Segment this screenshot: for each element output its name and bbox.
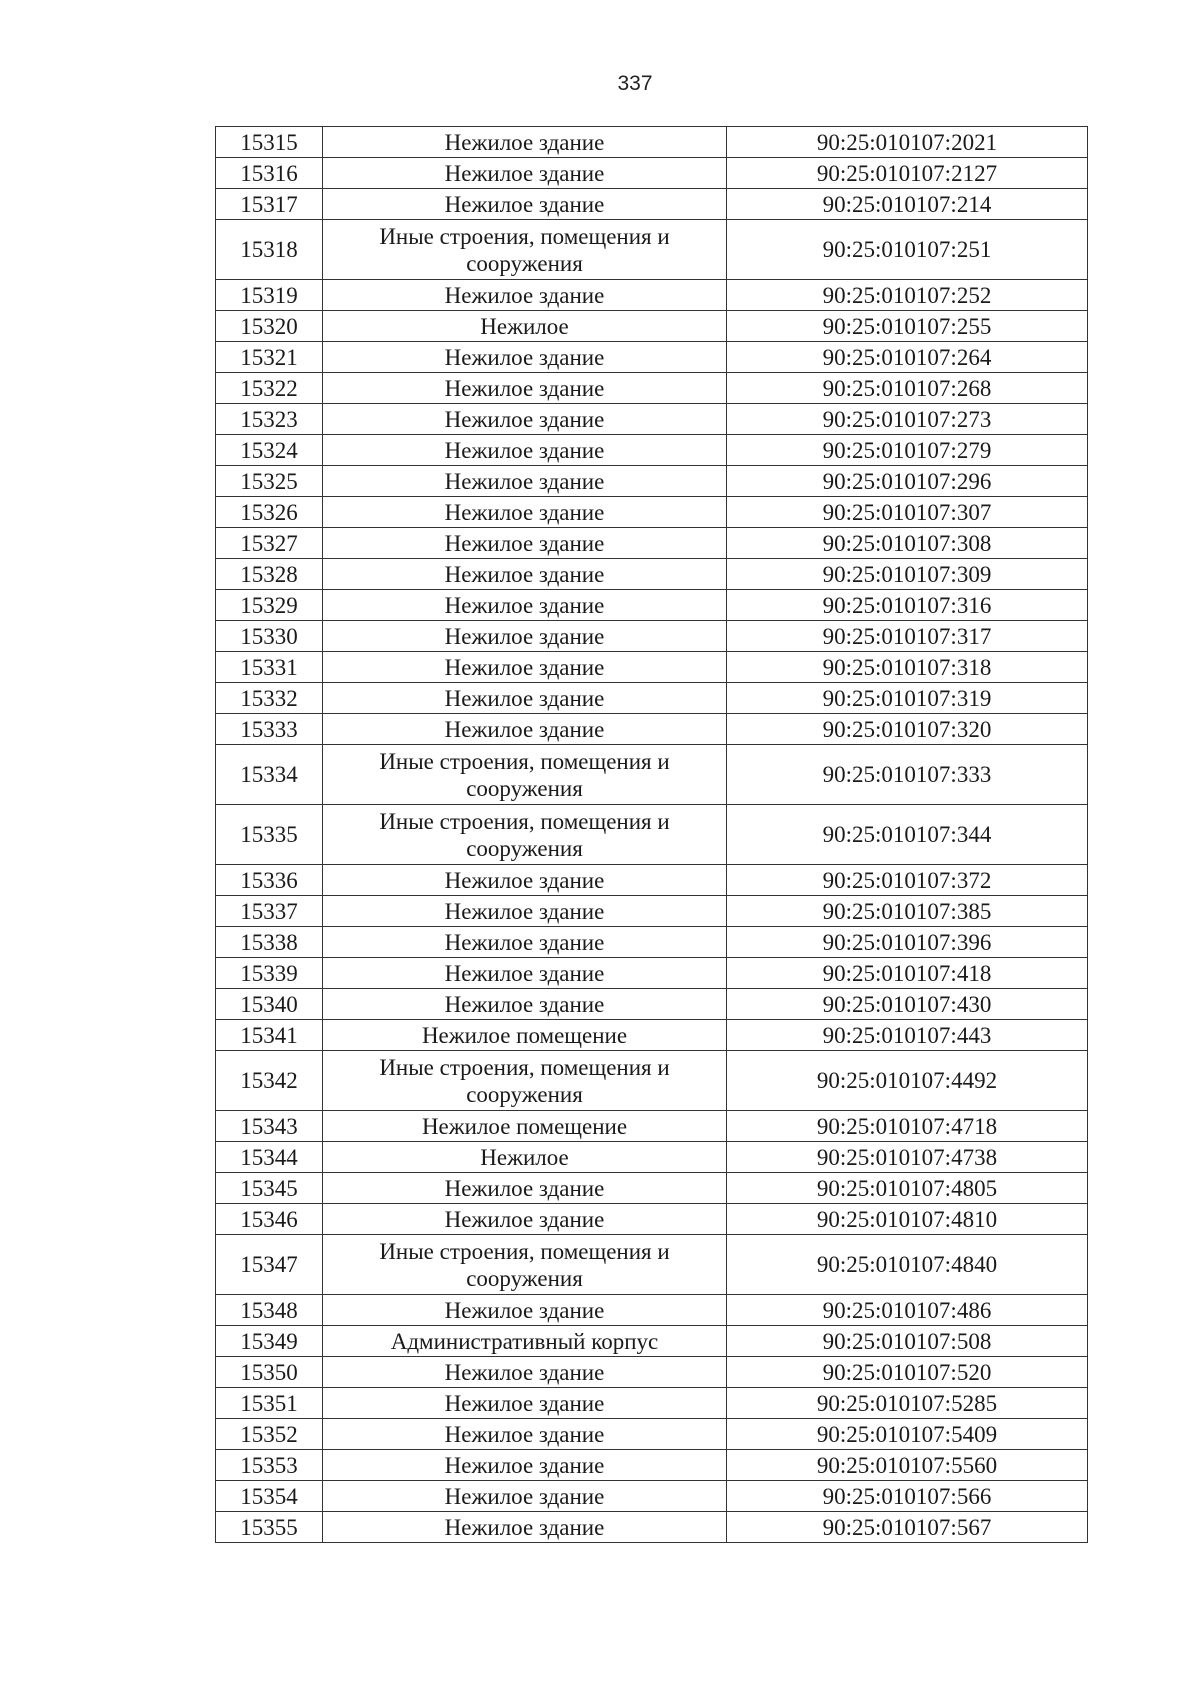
cadastral-number: 90:25:010107:273	[727, 404, 1088, 435]
table-row	[216, 958, 1088, 989]
cadastral-number: 90:25:010107:430	[727, 989, 1088, 1020]
table-row	[216, 1142, 1088, 1173]
row-number: 15337	[216, 896, 323, 927]
table-row	[216, 1295, 1088, 1326]
row-number: 15351	[216, 1388, 323, 1419]
cadastral-number: 90:25:010107:5409	[727, 1419, 1088, 1450]
row-number: 15322	[216, 373, 323, 404]
table-row	[216, 1326, 1088, 1357]
object-type: Нежилое здание	[323, 652, 727, 683]
row-number: 15321	[216, 342, 323, 373]
object-type: Нежилое здание	[323, 927, 727, 958]
cadastral-number: 90:25:010107:4810	[727, 1204, 1088, 1235]
object-type: Нежилое здание	[323, 466, 727, 497]
cadastral-number: 90:25:010107:2127	[727, 158, 1088, 189]
row-number: 15354	[216, 1481, 323, 1512]
row-number: 15320	[216, 311, 323, 342]
table-row	[216, 1051, 1088, 1111]
table-row	[216, 220, 1088, 280]
object-type: Нежилое здание	[323, 559, 727, 590]
row-number: 15346	[216, 1204, 323, 1235]
row-number: 15335	[216, 805, 323, 865]
object-type: Нежилое помещение	[323, 1111, 727, 1142]
table-row	[216, 652, 1088, 683]
cadastral-number: 90:25:010107:486	[727, 1295, 1088, 1326]
cadastral-number: 90:25:010107:4805	[727, 1173, 1088, 1204]
cadastral-number: 90:25:010107:317	[727, 621, 1088, 652]
table-row	[216, 497, 1088, 528]
object-type: Нежилое здание	[323, 1295, 727, 1326]
table-row	[216, 805, 1088, 865]
row-number: 15330	[216, 621, 323, 652]
cadastral-number: 90:25:010107:214	[727, 189, 1088, 220]
table-row	[216, 404, 1088, 435]
object-type: Нежилое здание	[323, 1512, 727, 1543]
table-row	[216, 311, 1088, 342]
object-type: Нежилое здание	[323, 1204, 727, 1235]
row-number: 15342	[216, 1051, 323, 1111]
cadastral-number: 90:25:010107:418	[727, 958, 1088, 989]
object-type: Иные строения, помещения и сооружения	[323, 1051, 727, 1111]
cadastral-number: 90:25:010107:385	[727, 896, 1088, 927]
row-number: 15318	[216, 220, 323, 280]
row-number: 15334	[216, 745, 323, 805]
object-type: Нежилое здание	[323, 342, 727, 373]
row-number: 15323	[216, 404, 323, 435]
row-number: 15355	[216, 1512, 323, 1543]
table-row	[216, 1235, 1088, 1295]
table-row	[216, 373, 1088, 404]
table-row	[216, 1481, 1088, 1512]
table-row	[216, 127, 1088, 158]
object-type: Нежилое	[323, 1142, 727, 1173]
table-row	[216, 158, 1088, 189]
object-type: Нежилое	[323, 311, 727, 342]
table-row	[216, 466, 1088, 497]
cadastral-number: 90:25:010107:251	[727, 220, 1088, 280]
object-type: Нежилое здание	[323, 1388, 727, 1419]
cadastral-number: 90:25:010107:5560	[727, 1450, 1088, 1481]
table-row	[216, 528, 1088, 559]
row-number: 15327	[216, 528, 323, 559]
cadastral-number: 90:25:010107:520	[727, 1357, 1088, 1388]
cadastral-number: 90:25:010107:567	[727, 1512, 1088, 1543]
row-number: 15328	[216, 559, 323, 590]
object-type: Нежилое здание	[323, 958, 727, 989]
row-number: 15332	[216, 683, 323, 714]
row-number: 15315	[216, 127, 323, 158]
row-number: 15350	[216, 1357, 323, 1388]
cadastral-number: 90:25:010107:318	[727, 652, 1088, 683]
object-type: Нежилое здание	[323, 1357, 727, 1388]
table-row	[216, 1173, 1088, 1204]
table-row	[216, 1204, 1088, 1235]
object-type: Нежилое здание	[323, 1481, 727, 1512]
cadastral-number: 90:25:010107:566	[727, 1481, 1088, 1512]
table-row	[216, 280, 1088, 311]
object-type: Нежилое здание	[323, 590, 727, 621]
cadastral-number: 90:25:010107:296	[727, 466, 1088, 497]
cadastral-number: 90:25:010107:2021	[727, 127, 1088, 158]
object-type: Иные строения, помещения и сооружения	[323, 745, 727, 805]
table-row	[216, 927, 1088, 958]
cadastral-number: 90:25:010107:4718	[727, 1111, 1088, 1142]
row-number: 15326	[216, 497, 323, 528]
table-row	[216, 621, 1088, 652]
object-type: Административный корпус	[323, 1326, 727, 1357]
object-type: Нежилое здание	[323, 896, 727, 927]
row-number: 15331	[216, 652, 323, 683]
cadastral-number: 90:25:010107:4492	[727, 1051, 1088, 1111]
page-number: 337	[617, 72, 653, 95]
row-number: 15336	[216, 865, 323, 896]
table-row	[216, 714, 1088, 745]
object-type: Иные строения, помещения и сооружения	[323, 220, 727, 280]
row-number: 15347	[216, 1235, 323, 1295]
table-row	[216, 1020, 1088, 1051]
table-row	[216, 1357, 1088, 1388]
row-number: 15348	[216, 1295, 323, 1326]
cadastral-number: 90:25:010107:5285	[727, 1388, 1088, 1419]
row-number: 15325	[216, 466, 323, 497]
cadastral-number: 90:25:010107:333	[727, 745, 1088, 805]
table-row	[216, 1388, 1088, 1419]
table-row	[216, 683, 1088, 714]
table-row	[216, 865, 1088, 896]
cadastral-number: 90:25:010107:255	[727, 311, 1088, 342]
row-number: 15339	[216, 958, 323, 989]
object-type: Нежилое здание	[323, 127, 727, 158]
object-type: Нежилое здание	[323, 528, 727, 559]
table-row	[216, 1419, 1088, 1450]
row-number: 15333	[216, 714, 323, 745]
row-number: 15317	[216, 189, 323, 220]
table-row	[216, 1111, 1088, 1142]
object-type: Нежилое здание	[323, 435, 727, 466]
object-type: Нежилое здание	[323, 865, 727, 896]
cadastral-number: 90:25:010107:372	[727, 865, 1088, 896]
cadastral-number: 90:25:010107:252	[727, 280, 1088, 311]
row-number: 15338	[216, 927, 323, 958]
object-type: Нежилое здание	[323, 989, 727, 1020]
cadastral-number: 90:25:010107:308	[727, 528, 1088, 559]
cadastral-number: 90:25:010107:268	[727, 373, 1088, 404]
object-type: Нежилое здание	[323, 1173, 727, 1204]
row-number: 15353	[216, 1450, 323, 1481]
object-type: Иные строения, помещения и сооружения	[323, 805, 727, 865]
row-number: 15345	[216, 1173, 323, 1204]
row-number: 15343	[216, 1111, 323, 1142]
row-number: 15329	[216, 590, 323, 621]
object-type: Нежилое здание	[323, 683, 727, 714]
cadastral-number: 90:25:010107:309	[727, 559, 1088, 590]
table-row	[216, 342, 1088, 373]
table-row	[216, 590, 1088, 621]
cadastral-number: 90:25:010107:307	[727, 497, 1088, 528]
cadastral-number: 90:25:010107:4738	[727, 1142, 1088, 1173]
object-type: Иные строения, помещения и сооружения	[323, 1235, 727, 1295]
table-row	[216, 1512, 1088, 1543]
cadastral-number: 90:25:010107:508	[727, 1326, 1088, 1357]
property-registry-table	[215, 126, 1088, 1543]
object-type: Нежилое здание	[323, 714, 727, 745]
registry-body	[216, 127, 1088, 1543]
cadastral-number: 90:25:010107:319	[727, 683, 1088, 714]
table-row	[216, 896, 1088, 927]
cadastral-number: 90:25:010107:396	[727, 927, 1088, 958]
object-type: Нежилое здание	[323, 280, 727, 311]
table-row	[216, 1450, 1088, 1481]
cadastral-number: 90:25:010107:344	[727, 805, 1088, 865]
row-number: 15341	[216, 1020, 323, 1051]
table-row	[216, 989, 1088, 1020]
table-row	[216, 189, 1088, 220]
cadastral-number: 90:25:010107:4840	[727, 1235, 1088, 1295]
row-number: 15349	[216, 1326, 323, 1357]
object-type: Нежилое здание	[323, 1450, 727, 1481]
row-number: 15316	[216, 158, 323, 189]
object-type: Нежилое здание	[323, 1419, 727, 1450]
object-type: Нежилое здание	[323, 404, 727, 435]
cadastral-number: 90:25:010107:316	[727, 590, 1088, 621]
row-number: 15340	[216, 989, 323, 1020]
cadastral-number: 90:25:010107:320	[727, 714, 1088, 745]
object-type: Нежилое здание	[323, 158, 727, 189]
object-type: Нежилое здание	[323, 373, 727, 404]
cadastral-number: 90:25:010107:443	[727, 1020, 1088, 1051]
row-number: 15324	[216, 435, 323, 466]
cadastral-number: 90:25:010107:279	[727, 435, 1088, 466]
object-type: Нежилое здание	[323, 497, 727, 528]
table-row	[216, 559, 1088, 590]
object-type: Нежилое здание	[323, 621, 727, 652]
cadastral-number: 90:25:010107:264	[727, 342, 1088, 373]
row-number: 15319	[216, 280, 323, 311]
row-number: 15352	[216, 1419, 323, 1450]
table-row	[216, 435, 1088, 466]
row-number: 15344	[216, 1142, 323, 1173]
object-type: Нежилое помещение	[323, 1020, 727, 1051]
table-row	[216, 745, 1088, 805]
object-type: Нежилое здание	[323, 189, 727, 220]
